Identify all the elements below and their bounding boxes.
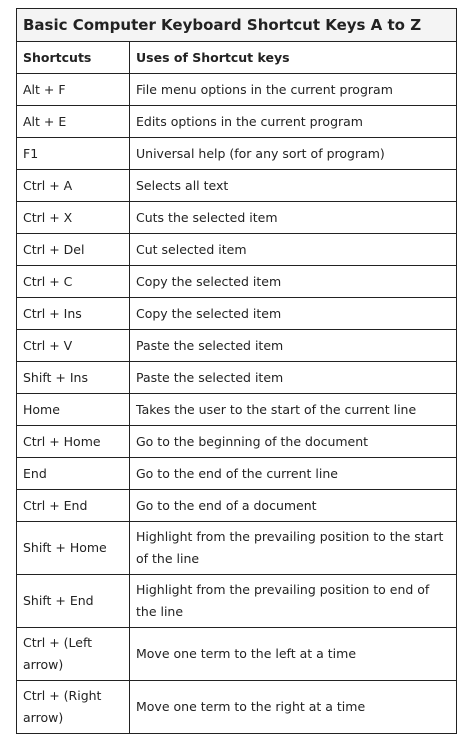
shortcut-cell: Ctrl + C xyxy=(17,266,130,298)
table-row xyxy=(17,681,457,734)
shortcut-table xyxy=(16,8,457,734)
table-row xyxy=(17,266,457,298)
usage-cell: Highlight from the prevailing position to end of the line xyxy=(130,575,457,628)
column-header-shortcuts: Shortcuts xyxy=(17,42,130,74)
table-row xyxy=(17,362,457,394)
table-row xyxy=(17,202,457,234)
shortcut-cell: Ctrl + Del xyxy=(17,234,130,266)
usage-cell: Edits options in the current program xyxy=(130,106,457,138)
usage-cell: Go to the beginning of the document xyxy=(130,426,457,458)
table-row xyxy=(17,426,457,458)
shortcut-cell: Ctrl + V xyxy=(17,330,130,362)
usage-cell: Go to the end of a document xyxy=(130,490,457,522)
usage-cell: File menu options in the current program xyxy=(130,74,457,106)
usage-cell: Copy the selected item xyxy=(130,266,457,298)
shortcut-cell: Ctrl + Home xyxy=(17,426,130,458)
usage-cell: Universal help (for any sort of program) xyxy=(130,138,457,170)
table-row xyxy=(17,106,457,138)
table-row xyxy=(17,298,457,330)
shortcut-cell: Ctrl + (Right arrow) xyxy=(17,681,130,734)
table-row xyxy=(17,74,457,106)
shortcut-table-container xyxy=(16,8,456,734)
table-row xyxy=(17,394,457,426)
usage-cell: Paste the selected item xyxy=(130,330,457,362)
usage-cell: Takes the user to the start of the current line xyxy=(130,394,457,426)
usage-cell: Cut selected item xyxy=(130,234,457,266)
table-row xyxy=(17,575,457,628)
shortcut-cell: F1 xyxy=(17,138,130,170)
shortcut-cell: Shift + Ins xyxy=(17,362,130,394)
usage-cell: Cuts the selected item xyxy=(130,202,457,234)
usage-cell: Selects all text xyxy=(130,170,457,202)
table-row xyxy=(17,330,457,362)
shortcut-cell: Alt + E xyxy=(17,106,130,138)
table-row xyxy=(17,522,457,575)
table-title: Basic Computer Keyboard Shortcut Keys A to Z xyxy=(17,9,457,42)
usage-cell: Move one term to the left at a time xyxy=(130,628,457,681)
table-body xyxy=(17,74,457,734)
shortcut-cell: Ctrl + (Left arrow) xyxy=(17,628,130,681)
shortcut-cell: Ctrl + A xyxy=(17,170,130,202)
table-row xyxy=(17,170,457,202)
table-row xyxy=(17,458,457,490)
usage-cell: Go to the end of the current line xyxy=(130,458,457,490)
shortcut-cell: End xyxy=(17,458,130,490)
table-row xyxy=(17,138,457,170)
column-header-uses: Uses of Shortcut keys xyxy=(130,42,457,74)
usage-cell: Move one term to the right at a time xyxy=(130,681,457,734)
usage-cell: Highlight from the prevailing position to the start of the line xyxy=(130,522,457,575)
shortcut-cell: Ctrl + X xyxy=(17,202,130,234)
shortcut-cell: Shift + End xyxy=(17,575,130,628)
table-row xyxy=(17,628,457,681)
usage-cell: Paste the selected item xyxy=(130,362,457,394)
shortcut-cell: Home xyxy=(17,394,130,426)
shortcut-cell: Alt + F xyxy=(17,74,130,106)
shortcut-cell: Ctrl + End xyxy=(17,490,130,522)
table-row xyxy=(17,490,457,522)
usage-cell: Copy the selected item xyxy=(130,298,457,330)
table-row xyxy=(17,234,457,266)
shortcut-cell: Shift + Home xyxy=(17,522,130,575)
shortcut-cell: Ctrl + Ins xyxy=(17,298,130,330)
